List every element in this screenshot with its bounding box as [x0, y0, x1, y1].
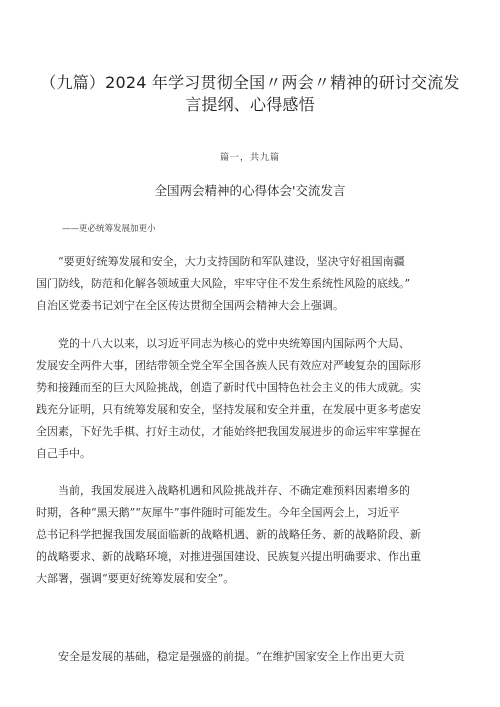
paragraph-3: [36, 480, 464, 590]
paragraph-line: 大部署，强调“要更好统筹发展和安全”。: [36, 572, 235, 585]
paragraph-line: 当前，我国发展进入战略机遇和风险挑战并存、不确定难预料因素增多的: [58, 484, 410, 497]
paragraph-line: 自己手中。: [36, 447, 91, 460]
title-line-1: （九篇）2024 年学习贯彻全国〃两会〃精神的研讨交流发: [40, 73, 460, 92]
paragraph-line: 自治区党委书记刘宁在全区传达贯彻全国两会精神大会上强调。: [36, 299, 344, 312]
paragraph-2: [36, 333, 464, 465]
byline: ——更必统筹发展加更小: [62, 224, 156, 234]
paragraph-line: 安全是发展的基础，稳定是强盛的前提。“在维护国家安全上作出更大贡: [58, 650, 405, 663]
document-title: [30, 72, 470, 116]
paragraph-line: 党的十八大以来，以习近平同志为核心的党中央统筹国内国际两个大局、: [58, 337, 410, 350]
section-label: 篇一，共九篇: [219, 153, 280, 163]
paragraph-line: 的战略要求、新的战略环境，对推进强国建设、民族复兴提出明确要求、作出重: [36, 550, 421, 563]
title-line-2: 言提纲、心得感悟: [185, 95, 315, 114]
paragraph-1: [36, 251, 464, 317]
paragraph-line: 发展安全两件大事，团结带领全党全军全国各族人民有效应对严峻复杂的国际形: [36, 359, 421, 372]
paragraph-line: 总书记科学把握我国发展面临新的战略机遇、新的战略任务、新的战略阶段、新: [36, 528, 421, 541]
paragraph-4: [36, 646, 464, 668]
paragraph-line: “要更好统筹发展和安全，大力支持国防和军队建设，坚决守好祖国南疆: [58, 255, 405, 268]
article-subtitle: 全国两会精神的心得体会'交流发言: [154, 183, 346, 198]
paragraph-line: 势和接踵而至的巨大风险挑战，创造了新时代中国特色社会主义的伟大成就。实: [36, 381, 421, 394]
paragraph-line: 时期，各种“黑天鹅”“灰犀牛”事件随时可能发生。今年全国两会上，习近平: [36, 506, 400, 519]
paragraph-line: 国门防线，防范和化解各领域重大风险，牢牢守住不发生系统性风险的底线。”: [36, 277, 411, 290]
paragraph-line: 全因素，下好先手棋、打好主动仗，才能始终把我国发展进步的命运牢牢掌握在: [36, 425, 421, 438]
paragraph-line: 践充分证明，只有统筹发展和安全，坚持发展和安全并重，在发展中更多考虑安: [36, 403, 421, 416]
